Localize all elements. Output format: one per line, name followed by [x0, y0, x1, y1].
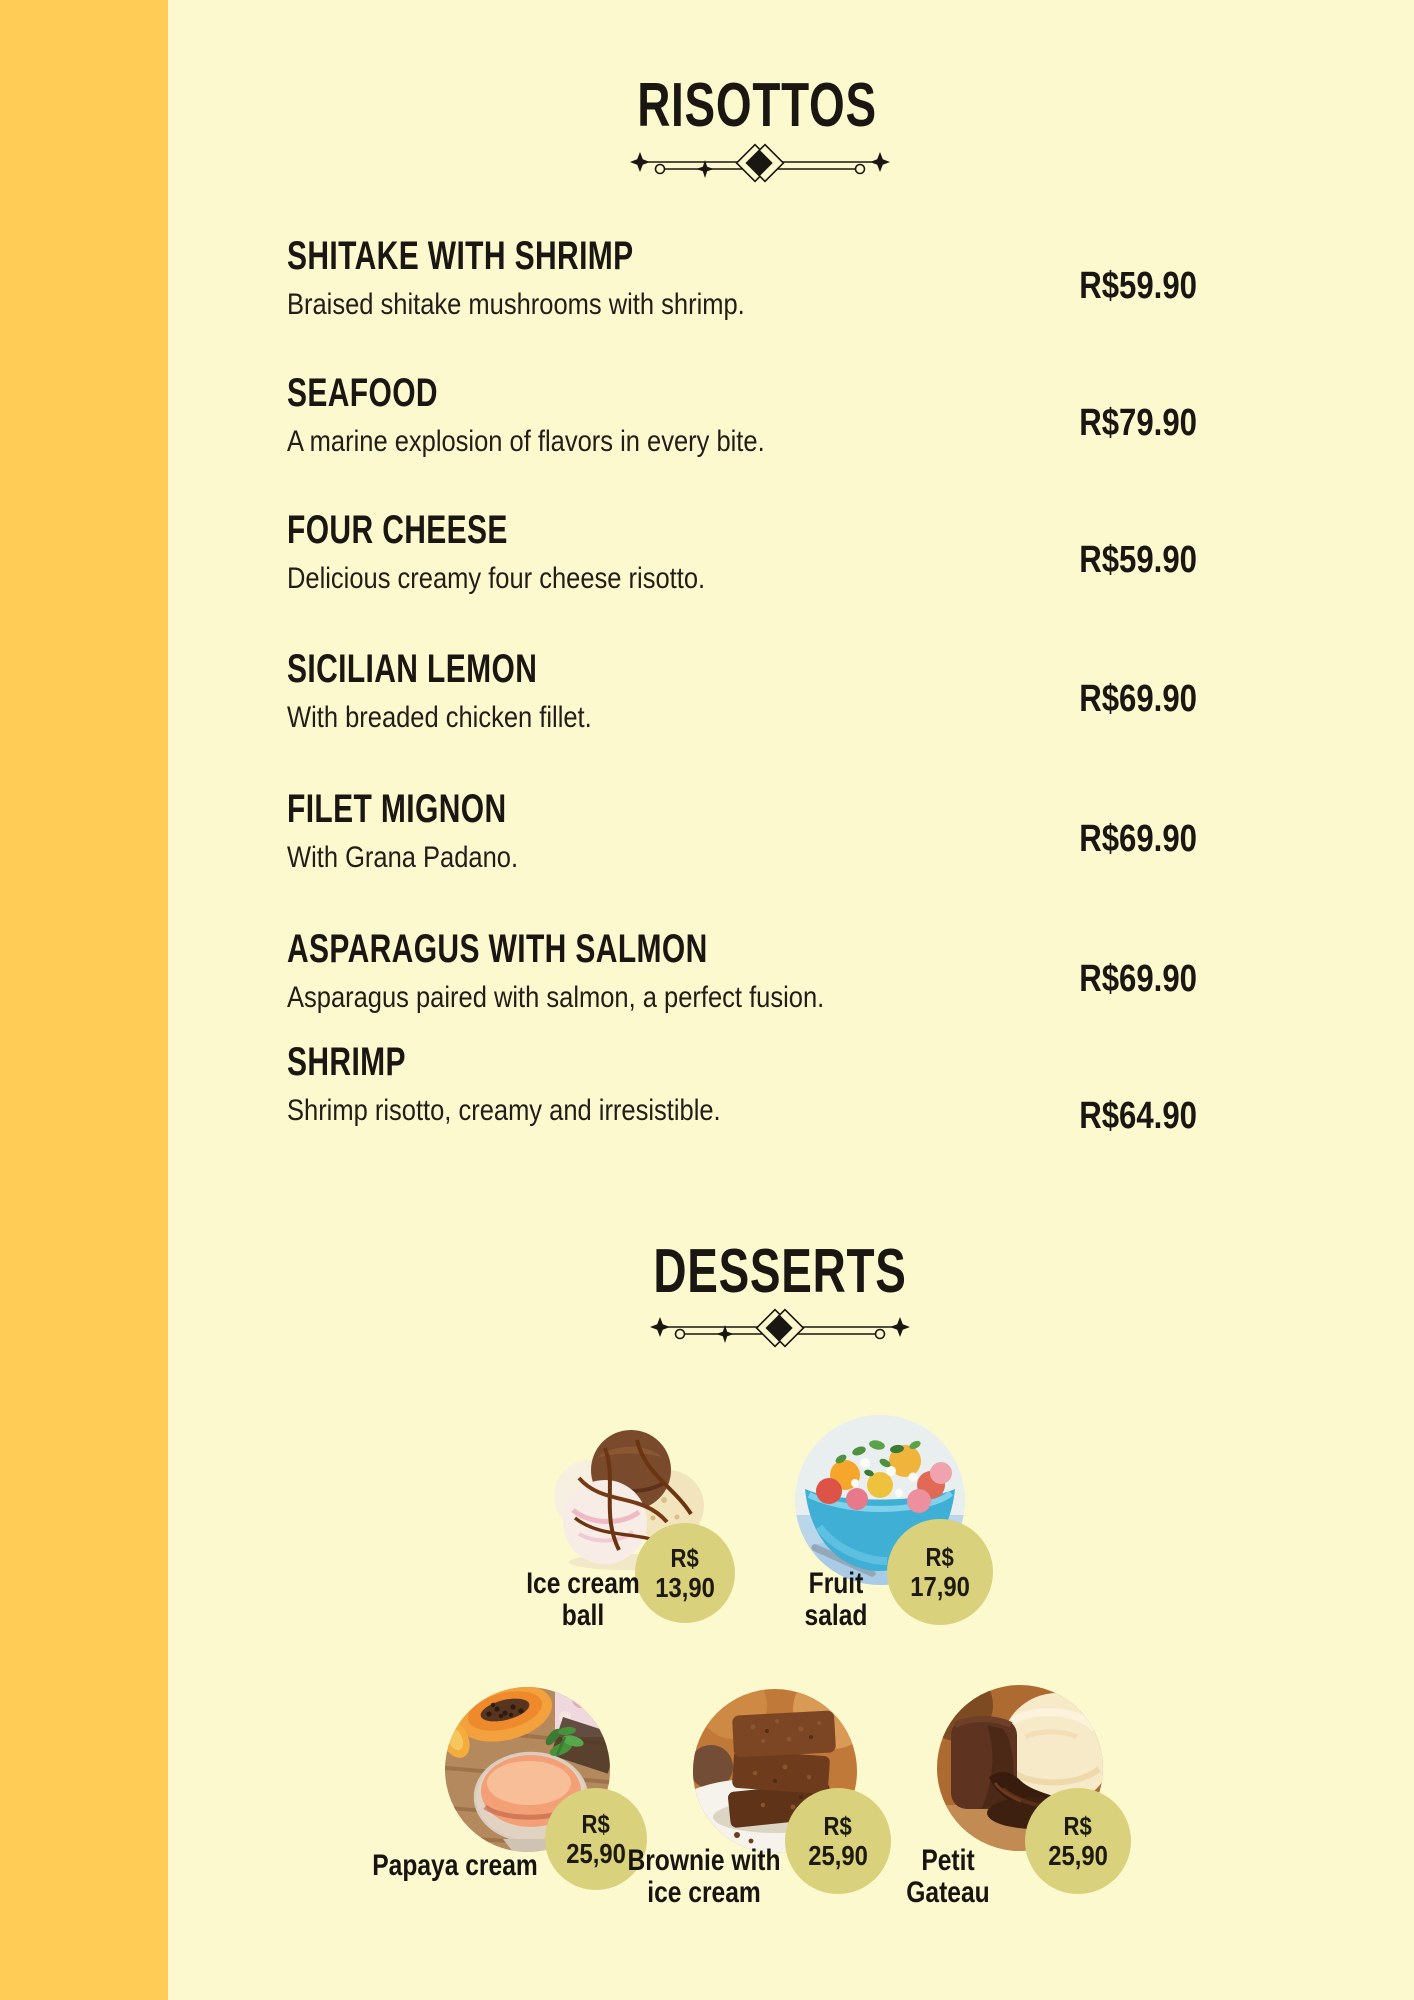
badge-amount: 25,90 — [566, 1837, 626, 1869]
menu-item-price: R$69.90 — [1079, 958, 1197, 1000]
menu-item-price: R$64.90 — [1079, 1095, 1197, 1137]
badge-currency: R$ — [925, 1541, 955, 1572]
menu-item-description: With Grana Padano. — [287, 841, 519, 874]
ornament-divider-icon — [650, 1308, 910, 1352]
badge-amount: 13,90 — [655, 1571, 715, 1603]
dessert-label: Brownie with ice cream — [627, 1844, 781, 1909]
dessert-label: Petit Gateau — [906, 1844, 990, 1909]
menu-item-description: Delicious creamy four cheese risotto. — [287, 562, 706, 595]
menu-item-name: FOUR CHEESE — [287, 508, 508, 552]
menu-item-description: A marine explosion of flavors in every bite. — [287, 425, 765, 458]
menu-item-name: SHITAKE WITH SHRIMP — [287, 234, 634, 278]
menu-item-name: SHRIMP — [287, 1040, 406, 1084]
badge-currency: R$ — [581, 1808, 611, 1839]
price-badge — [1025, 1788, 1131, 1894]
menu-item-price: R$69.90 — [1079, 818, 1197, 860]
badge-currency: R$ — [823, 1810, 853, 1841]
dessert-label: Papaya cream — [372, 1849, 538, 1882]
menu-item-description: Asparagus paired with salmon, a perfect fusion. — [287, 981, 825, 1014]
menu-item-description: With breaded chicken fillet. — [287, 701, 592, 734]
menu-item-price: R$69.90 — [1079, 678, 1197, 720]
ornament-divider-icon — [630, 143, 890, 187]
badge-currency: R$ — [670, 1542, 700, 1573]
menu-item-name: FILET MIGNON — [287, 787, 507, 831]
price-badge — [887, 1519, 993, 1625]
price-badge — [635, 1523, 735, 1623]
menu-item-price: R$59.90 — [1079, 265, 1197, 307]
menu-item-price: R$79.90 — [1079, 402, 1197, 444]
price-badge — [785, 1788, 891, 1894]
badge-amount: 25,90 — [1048, 1839, 1108, 1871]
left-accent-bar — [0, 0, 168, 2000]
dessert-label: Fruit salad — [804, 1567, 868, 1632]
badge-amount: 25,90 — [808, 1839, 868, 1871]
dessert-label: Ice cream ball — [526, 1567, 640, 1632]
menu-item-name: ASPARAGUS WITH SALMON — [287, 927, 708, 971]
badge-currency: R$ — [1063, 1810, 1093, 1841]
risottos-section-title: RISOTTOS — [637, 71, 877, 140]
menu-item-description: Shrimp risotto, creamy and irresistible. — [287, 1094, 721, 1127]
menu-item-description: Braised shitake mushrooms with shrimp. — [287, 288, 745, 321]
badge-amount: 17,90 — [910, 1570, 970, 1602]
menu-item-name: SICILIAN LEMON — [287, 647, 538, 691]
desserts-section-title: DESSERTS — [653, 1237, 907, 1306]
menu-item-price: R$59.90 — [1079, 539, 1197, 581]
menu-item-name: SEAFOOD — [287, 371, 438, 415]
